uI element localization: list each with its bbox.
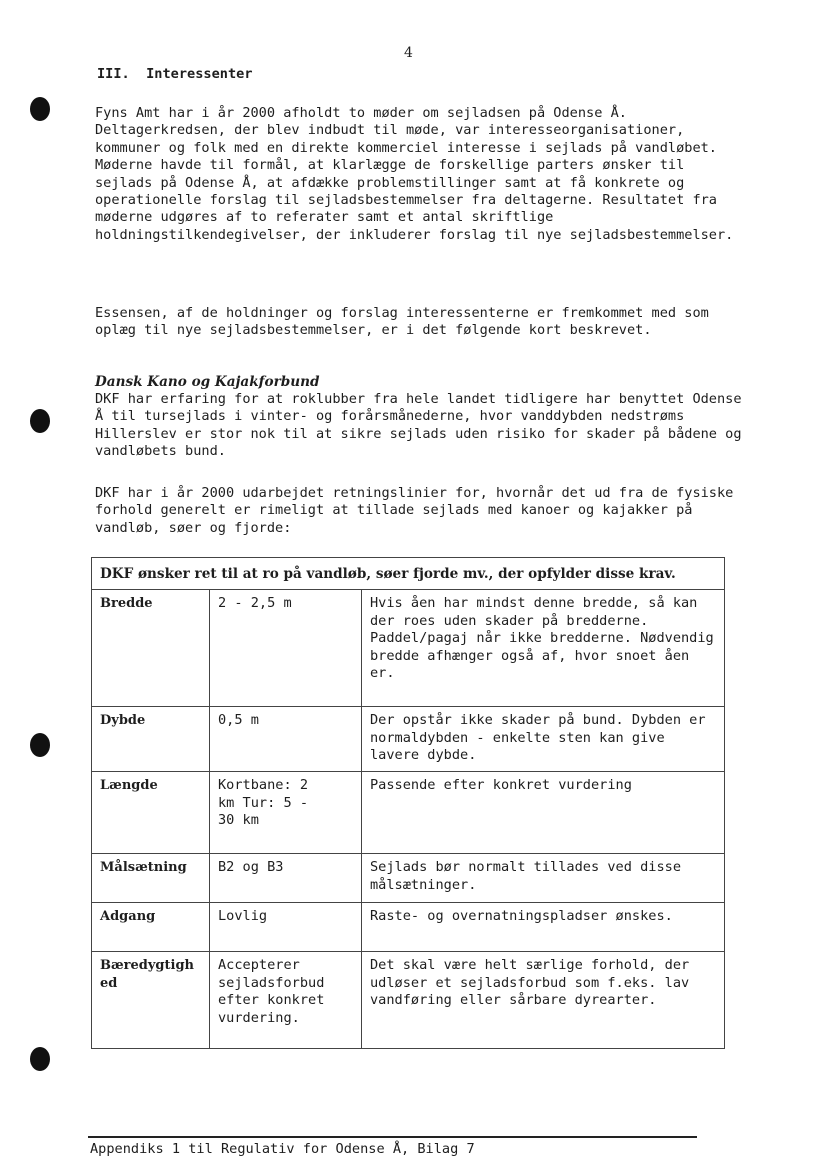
row-value: Kortbane: 2 km Tur: 5 - 30 km xyxy=(210,772,362,854)
row-label: Dybde xyxy=(92,707,210,772)
footer-rule xyxy=(88,1136,697,1138)
table-row xyxy=(92,854,725,903)
punch-hole-1 xyxy=(30,97,50,121)
paragraph-dkf-experience xyxy=(95,391,745,461)
row-note: Raste- og overnatningspladser ønskes. xyxy=(362,903,725,952)
paragraph-intro xyxy=(95,105,745,244)
table-row xyxy=(92,707,725,772)
row-value: 0,5 m xyxy=(210,707,362,772)
table-row xyxy=(92,952,725,1049)
paragraph-essence xyxy=(95,305,745,340)
table-title: DKF ønsker ret til at ro på vandløb, søer fjorde mv., der opfylder disse krav. xyxy=(92,558,725,590)
paragraph-dkf-experience-text: DKF har erfaring for at roklubber fra hele landet tidligere har benyttet Odense Å til tursejlads i vinter- og forårsmånederne, hvor vanddybden nedstrøms Hillerslev er stor nok til at sikre sejlads uden risiko for skader på bådene og vandløbets bund. xyxy=(95,391,742,460)
table-row xyxy=(92,590,725,707)
row-note: Sejlads bør normalt tillades ved disse målsætninger. xyxy=(362,854,725,903)
row-note: Passende efter konkret vurdering xyxy=(362,772,725,854)
row-note: Hvis åen har mindst denne bredde, så kan der roes uden skader på bredderne. Paddel/pagaj når ikke bredderne. Nødvendig bredde afhænger også af, hvor snoet åen er. xyxy=(362,590,725,707)
paragraph-intro-text: Fyns Amt har i år 2000 afholdt to møder om sejladsen på Odense Å. Deltagerkredsen, der blev indbudt til møde, var interesseorganisationer, kommuner og folk med en direkte kommerciel interesse i sejlads på vandløbet. Møderne havde til formål, at klarlægge de forskellige parters ønsker til sejlads på Odense Å, at afdække problemstillinger samt at få konkrete og operationelle forslag til sejladsbestemmelser fra deltagerne. Resultatet fra møderne udgøres af to referater samt et antal skriftlige holdningstilkendegivelser, der inkluderer forslag til nye sejladsbestemmelser. xyxy=(95,105,734,243)
page-number: 4 xyxy=(404,45,413,61)
row-value: Accepterer sejladsforbud efter konkret vurdering. xyxy=(210,952,362,1049)
row-note: Det skal være helt særlige forhold, der udløser et sejladsforbud som f.eks. lav vandføring eller sårbare dyrearter. xyxy=(362,952,725,1049)
punch-hole-3 xyxy=(30,733,50,757)
row-value: Lovlig xyxy=(210,903,362,952)
section-heading: III. Interessenter xyxy=(97,66,253,82)
row-value: B2 og B3 xyxy=(210,854,362,903)
footer-text: Appendiks 1 til Regulativ for Odense Å, Bilag 7 xyxy=(90,1141,475,1157)
table-row xyxy=(92,903,725,952)
table-row xyxy=(92,772,725,854)
row-label: Længde xyxy=(92,772,210,854)
punch-hole-4 xyxy=(30,1047,50,1071)
row-value: 2 - 2,5 m xyxy=(210,590,362,707)
requirements-table xyxy=(91,557,725,1049)
row-note: Der opstår ikke skader på bund. Dybden er normaldybden - enkelte sten kan give lavere dybde. xyxy=(362,707,725,772)
table-title-row xyxy=(92,558,725,590)
punch-hole-2 xyxy=(30,409,50,433)
paragraph-essence-text: Essensen, af de holdninger og forslag interessenterne er fremkommet med som oplæg til nye sejladsbestemmelser, er i det følgende kort beskrevet. xyxy=(95,305,709,339)
row-label: Adgang xyxy=(92,903,210,952)
row-label: Målsætning xyxy=(92,854,210,903)
subheading-dkf: Dansk Kano og Kajakforbund xyxy=(95,374,320,390)
row-label: Bæredygtighed xyxy=(92,952,210,1049)
paragraph-dkf-guidelines xyxy=(95,485,745,537)
row-label: Bredde xyxy=(92,590,210,707)
paragraph-dkf-guidelines-text: DKF har i år 2000 udarbejdet retningslinier for, hvornår det ud fra de fysiske forhold generelt er rimeligt at tillade sejlads med kanoer og kajakker på vandløb, søer og fjorde: xyxy=(95,485,734,536)
